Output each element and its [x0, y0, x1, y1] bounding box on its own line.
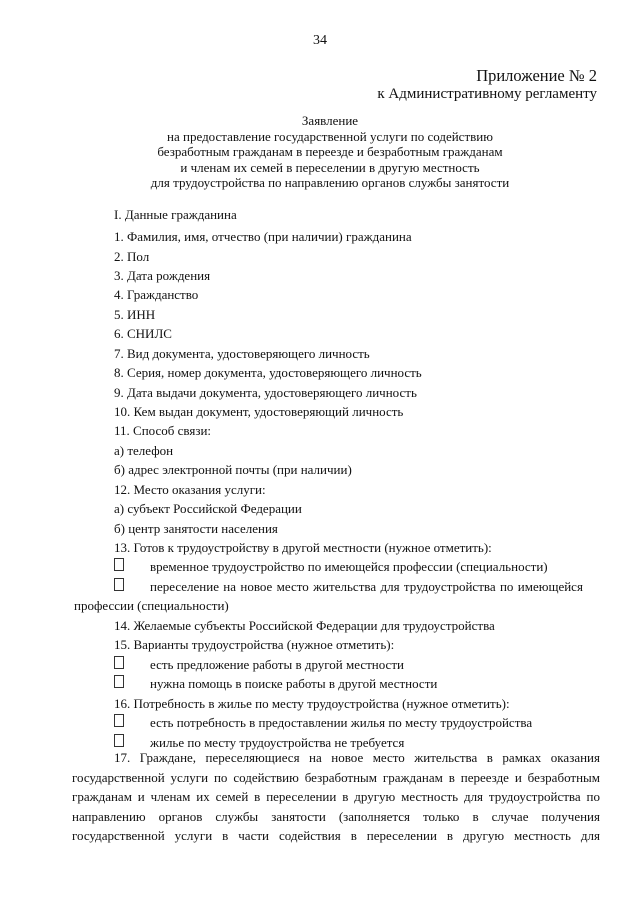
field-document-issuer: 10. Кем выдан документ, удостоверяющий личность [114, 404, 404, 419]
checkbox-housing-needed[interactable] [114, 714, 124, 727]
field-ready-to-relocate: 13. Готов к трудоустройству в другой местности (нужное отметить): [114, 540, 492, 555]
appendix-title: Приложение № 2 [476, 66, 597, 85]
field-contact-method: 11. Способ связи: [114, 423, 212, 438]
field-document-series-number: 8. Серия, номер документа, удостоверяющего личность [114, 365, 422, 380]
title-line: безработным гражданам в переезде и безработным гражданам [157, 144, 503, 159]
section-heading: I. Данные гражданина [114, 207, 237, 222]
paragraph-line: государственной услуги в части содействия в переселении в другую местность для [72, 828, 600, 843]
title-line: для трудоустройства по направлению органов службы занятости [150, 175, 510, 190]
application-title [0, 113, 640, 191]
field-snils: 6. СНИЛС [114, 326, 172, 341]
field-document-type: 7. Вид документа, удостоверяющего личность [114, 346, 370, 361]
option-job-search-help: нужна помощь в поиске работы в другой местности [150, 676, 438, 691]
field-citizenship: 4. Гражданство [114, 287, 199, 302]
checkbox-job-search-help[interactable] [114, 675, 124, 688]
field-inn: 5. ИНН [114, 307, 156, 322]
appendix-subtitle: к Административному регламенту [377, 86, 597, 102]
option-housing-not-needed: жилье по месту трудоустройства не требуется [150, 735, 405, 750]
paragraph-line: государственной услуги по содействию безработным гражданам в переезде и безработным [72, 769, 600, 785]
page-number: 34 [313, 33, 327, 48]
field-service-location: 12. Место оказания услуги: [114, 482, 266, 497]
location-employment-center: б) центр занятости населения [114, 521, 278, 536]
checkbox-job-offer[interactable] [114, 656, 124, 669]
field-full-name: 1. Фамилия, имя, отчество (при наличии) гражданина [114, 229, 412, 244]
option-relocation: переселение на новое место жительства для трудоустройства по имеющейся [150, 579, 583, 594]
checkbox-housing-not-needed[interactable] [114, 734, 124, 747]
title-line: Заявление [301, 113, 359, 128]
field-gender: 2. Пол [114, 249, 150, 264]
option-housing-needed: есть потребность в предоставлении жилья по месту трудоустройства [150, 715, 533, 730]
field-desired-regions: 14. Желаемые субъекты Российской Федерации для трудоустройства [114, 618, 495, 633]
paragraph-line: 17. Граждане, переселяющиеся на новое место жительства в рамках оказания [114, 750, 600, 765]
field-housing-need: 16. Потребность в жилье по месту трудоустройства (нужное отметить): [114, 696, 510, 711]
contact-email: б) адрес электронной почты (при наличии) [114, 462, 352, 477]
option-relocation-continued: профессии (специальности) [74, 598, 229, 613]
paragraph-line: гражданам и членам их семей в переселении в другую местность для трудоустройства по [72, 789, 600, 804]
option-temporary-employment: временное трудоустройство по имеющейся профессии (специальности) [150, 559, 548, 574]
contact-phone: а) телефон [114, 443, 174, 458]
field-birth-date: 3. Дата рождения [114, 268, 211, 283]
option-job-offer: есть предложение работы в другой местности [150, 657, 404, 672]
paragraph-line: направлению органов службы занятости (заполняется только в случае получения [72, 808, 600, 824]
checkbox-temporary-employment[interactable] [114, 558, 124, 571]
location-region: а) субъект Российской Федерации [114, 501, 302, 516]
checkbox-relocation[interactable] [114, 578, 124, 591]
field-employment-options: 15. Варианты трудоустройства (нужное отметить): [114, 637, 395, 652]
item-17-paragraph [72, 748, 600, 846]
title-line: на предоставление государственной услуги по содействию [167, 128, 493, 144]
field-document-issue-date: 9. Дата выдачи документа, удостоверяющего личность [114, 385, 417, 400]
title-line: и членам их семей в переселении в другую местность [180, 159, 480, 175]
